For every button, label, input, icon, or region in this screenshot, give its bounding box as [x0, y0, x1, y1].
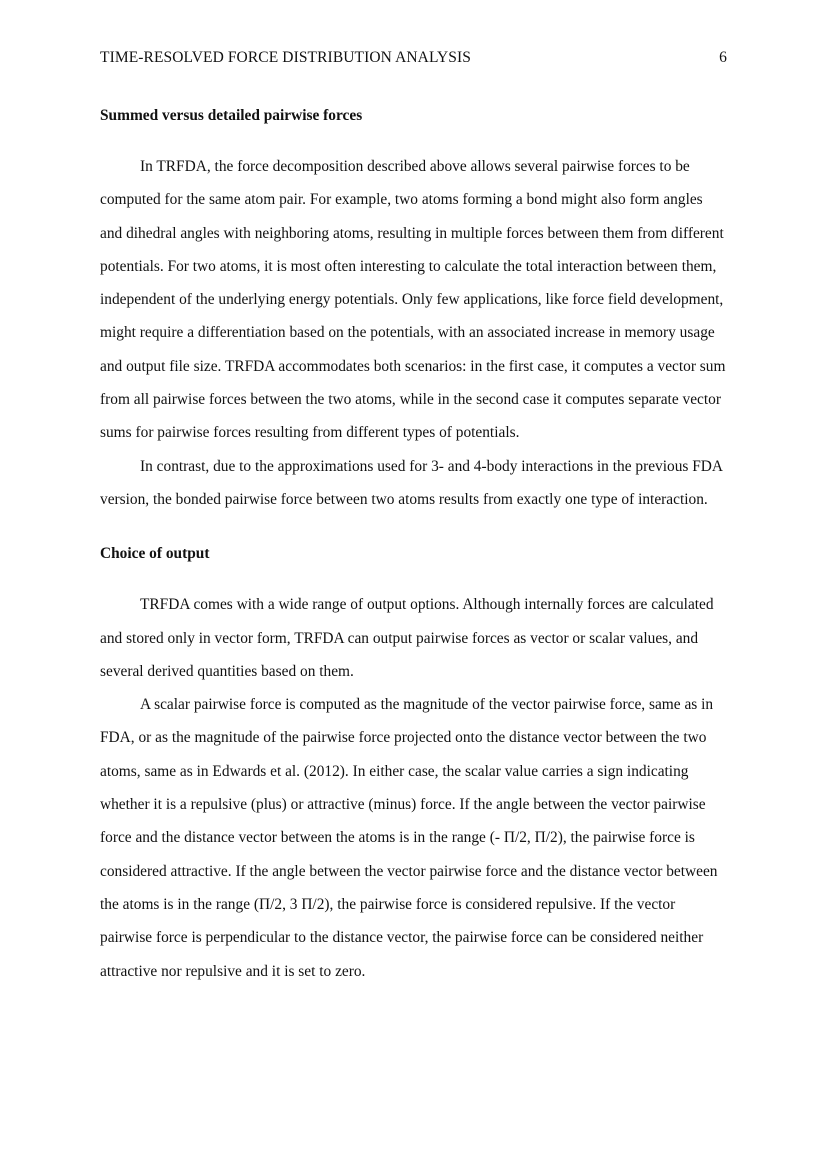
page-number: 6: [719, 49, 727, 66]
paragraph: In TRFDA, the force decomposition described above allows several pairwise forces to be computed for the same atom pair. For example, two atoms forming a bond might also form angles and dihedral angles with neighboring atoms, resulting in multiple forces between them from different potentials. For two atoms, it is most often interesting to calculate the total interaction between them, independent of the underlying energy potentials. Only few applications, like force field development, might require a differentiation based on the potentials, with an associated increase in memory usage and output file size. TRFDA accommodates both scenarios: in the first case, it computes a vector sum from all pairwise forces between the two atoms, while in the second case it computes separate vector sums for pairwise forces resulting from different types of potentials.: [100, 158, 726, 442]
section-heading-choice-of-output: Choice of output: [100, 545, 210, 563]
paragraph: TRFDA comes with a wide range of output options. Although internally forces are calculated and stored only in vector form, TRFDA can output pairwise forces as vector or scalar values, and several derived quantities based on them.: [100, 596, 714, 680]
paragraph: In contrast, due to the approximations used for 3- and 4-body interactions in the previous FDA version, the bonded pairwise force between two atoms results from exactly one type of interaction.: [100, 457, 723, 508]
running-title: TIME-RESOLVED FORCE DISTRIBUTION ANALYSIS: [100, 49, 471, 66]
paragraph: A scalar pairwise force is computed as the magnitude of the vector pairwise force, same as in FDA, or as the magnitude of the pairwise force projected onto the distance vector between the two atoms, same as in Edwards et al. (2012). In either case, the scalar value carries a sign indicating whether it is a repulsive (plus) or attractive (minus) force. If the angle between the vector pairwise force and the distance vector between the atoms is in the range (- Π/2, Π/2), the pairwise force is considered attractive. If the angle between the vector pairwise force and the distance vector between the atoms is in the range (Π/2, 3 Π/2), the pairwise force is considered repulsive. If the vector pairwise force is perpendicular to the distance vector, the pairwise force can be considered neither attractive nor repulsive and it is set to zero.: [100, 696, 718, 980]
section-spacer: [100, 516, 727, 540]
section-heading-summed-vs-detailed: Summed versus detailed pairwise forces: [100, 107, 363, 124]
running-header: [100, 48, 727, 68]
main-content: [100, 102, 727, 988]
